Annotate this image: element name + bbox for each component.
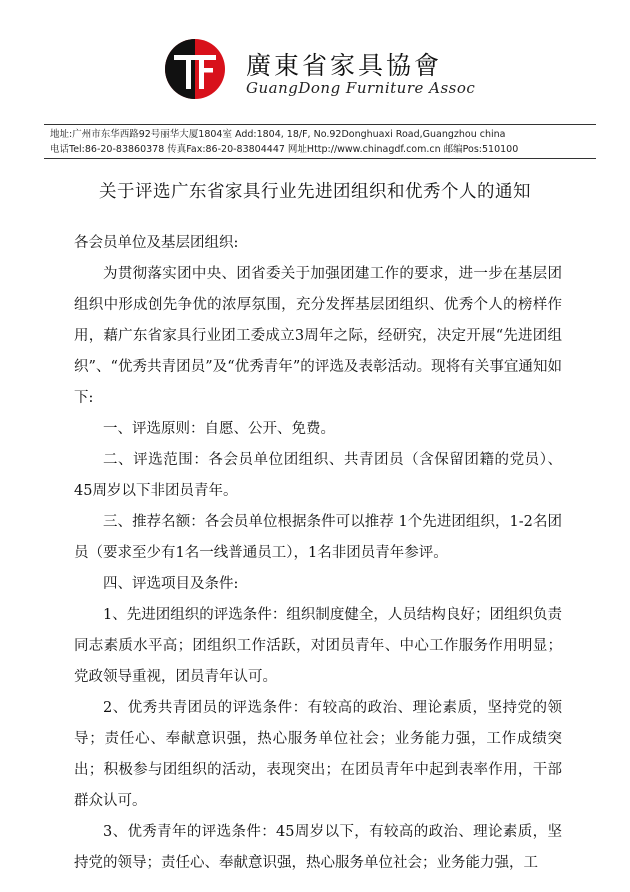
document-body: [74, 228, 562, 879]
paragraph-criteria-organization: 1、先进团组织的评选条件：组织制度健全，人员结构良好；团组织负责同志素质水平高；团组织工作活跃，对团员青年、中心工作服务作用明显；党政领导重视，团员青年认可。: [74, 607, 562, 685]
org-name-chinese: 廣東省家具協會: [246, 51, 443, 80]
paragraph-principle: 一、评选原则：自愿、公开、免费。: [103, 421, 335, 437]
contact-block: [50, 127, 590, 157]
phone-line: 电话Tel:86-20-83860378 传真Fax:86-20-83804447 网址Http://www.chinagdf.com.cn 邮编Pos:510100: [50, 144, 519, 155]
document-title: 关于评选广东省家具行业先进团组织和优秀个人的通知: [99, 182, 531, 202]
paragraph-items-heading: 四、评选项目及条件:: [103, 576, 239, 592]
paragraph-criteria-member: 2、优秀共青团员的评选条件：有较高的政治、理论素质，坚持党的领导；责任心、奉献意识强，热心服务单位社会；业务能力强，工作成绩突出；积极参与团组织的活动，表现突出；在团员青年中起到表率作用，干部群众认可。: [74, 700, 562, 809]
header-rule-bottom: [44, 158, 596, 159]
address-line: 地址:广州市东华西路92号丽华大厦1804室 Add:1804, 18/F, No.92Donghuaxi Road,Guangzhou china: [50, 129, 506, 140]
salutation: 各会员单位及基层团组织:: [74, 235, 239, 251]
header-rule-top: [44, 124, 596, 125]
paragraph-intro: 为贯彻落实团中央、团省委关于加强团建工作的要求，进一步在基层团组织中形成创先争优的浓厚氛围，充分发挥基层团组织、优秀个人的榜样作用，藉广东省家具行业团工委成立3周年之际，经研究，决定开展“先进团组织”、“优秀共青团员”及“优秀青年”的评选及表彰活动。现将有关事宜通知如下:: [74, 266, 562, 406]
paragraph-criteria-youth: 3、优秀青年的评选条件：45周岁以下，有较高的政治、理论素质，坚持党的领导；责任心、奉献意识强，热心服务单位社会；业务能力强，工: [74, 824, 562, 871]
paragraph-scope: 二、评选范围：各会员单位团组织、共青团员（含保留团籍的党员）、45周岁以下非团员青年。: [74, 452, 562, 499]
org-name-english: GuangDong Furniture Assoc: [246, 79, 476, 97]
gdf-emblem-icon: [164, 38, 226, 100]
paragraph-quota: 三、推荐名额：各会员单位根据条件可以推荐 1个先进团组织，1-2名团员（要求至少有1名一线普通员工），1名非团员青年参评。: [74, 514, 562, 561]
